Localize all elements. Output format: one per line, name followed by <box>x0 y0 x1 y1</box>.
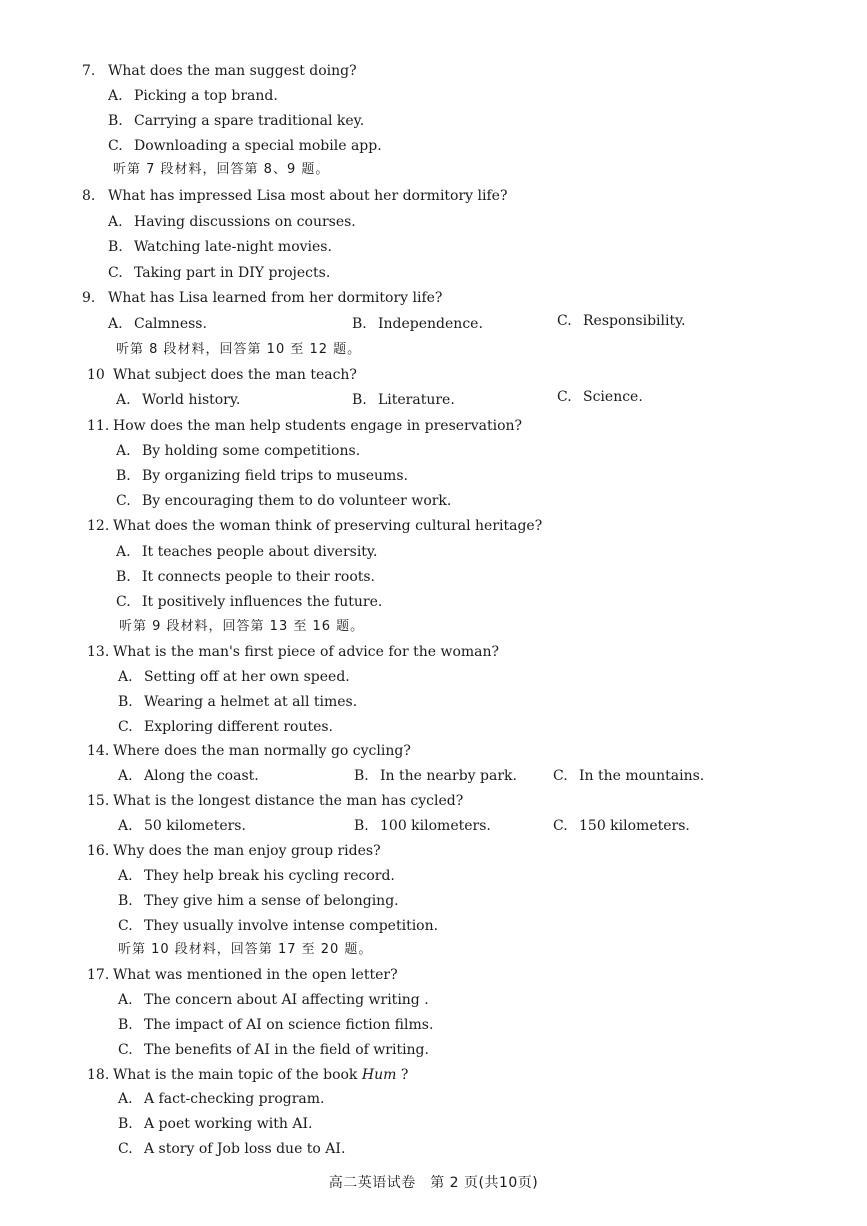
option-8b <box>108 238 332 256</box>
question-13 <box>87 643 499 661</box>
question-text: What does the woman think of preserving cultural heritage? <box>113 518 543 534</box>
question-16 <box>87 842 381 860</box>
option-letter: B. <box>354 768 369 784</box>
option-11b <box>116 467 408 485</box>
option-text: Carrying a spare traditional key. <box>134 113 365 129</box>
option-letter: C. <box>118 918 133 934</box>
question-number: 13. <box>87 644 110 660</box>
question-number: 18. <box>87 1067 110 1083</box>
option-text: Setting off at her own speed. <box>144 669 350 685</box>
question-text: What has impressed Lisa most about her dormitory life? <box>108 188 508 204</box>
option-letter: C. <box>557 313 572 329</box>
option-10c <box>557 388 643 406</box>
option-14b <box>354 767 517 785</box>
option-text: Responsibility. <box>583 313 686 329</box>
question-number: 14. <box>87 743 110 759</box>
option-letter: C. <box>553 818 568 834</box>
option-18a <box>118 1090 324 1108</box>
option-letter: C. <box>116 594 131 610</box>
option-text: 50 kilometers. <box>144 818 246 834</box>
option-letter: B. <box>108 239 123 255</box>
option-letter: A. <box>116 443 131 459</box>
option-letter: B. <box>352 392 367 408</box>
option-letter: B. <box>354 818 369 834</box>
option-18b <box>118 1115 312 1133</box>
option-text: 100 kilometers. <box>380 818 491 834</box>
question-12 <box>87 517 542 535</box>
question-text: What is the longest distance the man has cycled? <box>113 793 464 809</box>
option-text: World history. <box>142 392 241 408</box>
option-letter: A. <box>118 868 133 884</box>
option-text: Literature. <box>378 392 455 408</box>
option-13c <box>118 718 333 736</box>
question-text: How does the man help students engage in preservation? <box>113 418 523 434</box>
option-text: Independence. <box>378 316 483 332</box>
question-text: What has Lisa learned from her dormitory life? <box>108 290 443 306</box>
option-text: By holding some competitions. <box>142 443 361 459</box>
option-text: Science. <box>583 389 643 405</box>
option-letter: C. <box>116 493 131 509</box>
option-text: In the nearby park. <box>380 768 517 784</box>
option-9a <box>108 315 207 333</box>
question-9 <box>82 289 442 307</box>
option-16c <box>118 917 438 935</box>
question-text: Why does the man enjoy group rides? <box>113 843 381 859</box>
option-14c <box>553 767 704 785</box>
option-text: Having discussions on courses. <box>134 214 356 230</box>
question-number: 8. <box>82 188 96 204</box>
option-9c <box>557 312 686 330</box>
option-text: A poet working with AI. <box>144 1116 313 1132</box>
option-letter: A. <box>108 316 123 332</box>
option-text: 150 kilometers. <box>579 818 690 834</box>
option-15b <box>354 817 491 835</box>
question-text: What is the man's first piece of advice for the woman? <box>113 644 500 660</box>
option-text: Downloading a special mobile app. <box>134 138 382 154</box>
option-letter: A. <box>108 214 123 230</box>
option-letter: C. <box>553 768 568 784</box>
question-text: What is the main topic of the book <box>113 1067 362 1083</box>
question-18 <box>87 1066 408 1084</box>
option-text: A story of Job loss due to AI. <box>144 1141 346 1157</box>
question-17 <box>87 966 398 984</box>
option-12b <box>116 568 375 586</box>
option-text: Along the coast. <box>144 768 259 784</box>
question-number: 9. <box>82 290 96 306</box>
option-letter: B. <box>352 316 367 332</box>
option-7b <box>108 112 364 130</box>
option-text: They usually involve intense competition. <box>144 918 439 934</box>
option-10b <box>352 391 455 409</box>
option-text: Wearing a helmet at all times. <box>144 694 358 710</box>
question-text: What was mentioned in the open letter? <box>113 967 398 983</box>
option-12a <box>116 543 377 561</box>
option-text: Exploring different routes. <box>144 719 334 735</box>
option-letter: B. <box>116 569 131 585</box>
option-letter: A. <box>118 1091 133 1107</box>
question-14 <box>87 742 411 760</box>
option-text: It connects people to their roots. <box>142 569 376 585</box>
question-8 <box>82 187 507 205</box>
option-text: Taking part in DIY projects. <box>134 265 331 281</box>
option-15c <box>553 817 690 835</box>
option-13b <box>118 693 357 711</box>
question-text: What does the man suggest doing? <box>108 63 357 79</box>
option-text: They help break his cycling record. <box>144 868 395 884</box>
option-letter: B. <box>118 893 133 909</box>
option-17a <box>118 991 429 1009</box>
option-16b <box>118 892 399 910</box>
option-11a <box>116 442 360 460</box>
option-8c <box>108 264 330 282</box>
question-number: 17. <box>87 967 110 983</box>
option-text: Calmness. <box>134 316 207 332</box>
option-8a <box>108 213 356 231</box>
question-number: 15. <box>87 793 110 809</box>
question-10 <box>87 366 357 384</box>
option-text: They give him a sense of belonging. <box>144 893 399 909</box>
question-11 <box>87 417 522 435</box>
option-letter: B. <box>116 468 131 484</box>
question-number: 10 <box>87 367 105 383</box>
option-letter: A. <box>108 88 123 104</box>
option-text: It positively influences the future. <box>142 594 383 610</box>
option-17c <box>118 1041 429 1059</box>
option-letter: C. <box>108 265 123 281</box>
question-number: 7. <box>82 63 96 79</box>
question-number: 16. <box>87 843 110 859</box>
page-footer: 高二英语试卷 第 2 页(共10页) <box>328 1175 539 1191</box>
option-text: In the mountains. <box>579 768 705 784</box>
option-17b <box>118 1016 433 1034</box>
option-12c <box>116 593 382 611</box>
option-text: Picking a top brand. <box>134 88 278 104</box>
option-letter: A. <box>118 992 133 1008</box>
option-letter: C. <box>118 1141 133 1157</box>
option-letter: C. <box>118 719 133 735</box>
option-16a <box>118 867 395 885</box>
option-14a <box>118 767 259 785</box>
option-letter: B. <box>118 1116 133 1132</box>
question-text: Where does the man normally go cycling? <box>113 743 411 759</box>
option-letter: A. <box>116 392 131 408</box>
option-letter: C. <box>557 389 572 405</box>
question-7 <box>82 62 357 80</box>
option-text: The impact of AI on science fiction films. <box>144 1017 434 1033</box>
option-18c <box>118 1140 345 1158</box>
option-letter: C. <box>108 138 123 154</box>
option-text: A fact-checking program. <box>144 1091 325 1107</box>
option-9b <box>352 315 483 333</box>
option-text: The benefits of AI in the field of writing. <box>144 1042 429 1058</box>
question-number: 11. <box>87 418 110 434</box>
option-text: By encouraging them to do volunteer work. <box>142 493 452 509</box>
book-title: Hum <box>361 1067 397 1083</box>
option-letter: A. <box>118 818 133 834</box>
option-letter: B. <box>108 113 123 129</box>
option-letter: C. <box>118 1042 133 1058</box>
question-number: 12. <box>87 518 110 534</box>
option-text: It teaches people about diversity. <box>142 544 378 560</box>
question-15 <box>87 792 463 810</box>
option-text: Watching late-night movies. <box>134 239 332 255</box>
option-text: The concern about AI affecting writing . <box>144 992 429 1008</box>
section-instruction: 听第 8 段材料，回答第 10 至 12 题。 <box>116 342 362 357</box>
option-letter: A. <box>118 768 133 784</box>
option-13a <box>118 668 350 686</box>
option-7c <box>108 137 382 155</box>
option-letter: A. <box>118 669 133 685</box>
option-10a <box>116 391 240 409</box>
option-text: By organizing field trips to museums. <box>142 468 408 484</box>
question-text: What subject does the man teach? <box>113 367 357 383</box>
option-letter: A. <box>116 544 131 560</box>
option-7a <box>108 87 278 105</box>
option-11c <box>116 492 451 510</box>
option-letter: B. <box>118 1017 133 1033</box>
section-instruction: 听第 9 段材料，回答第 13 至 16 题。 <box>119 619 365 634</box>
question-mark: ? <box>396 1067 409 1083</box>
section-instruction: 听第 10 段材料，回答第 17 至 20 题。 <box>118 942 373 957</box>
option-15a <box>118 817 246 835</box>
option-letter: B. <box>118 694 133 710</box>
section-instruction: 听第 7 段材料，回答第 8、9 题。 <box>113 162 330 177</box>
